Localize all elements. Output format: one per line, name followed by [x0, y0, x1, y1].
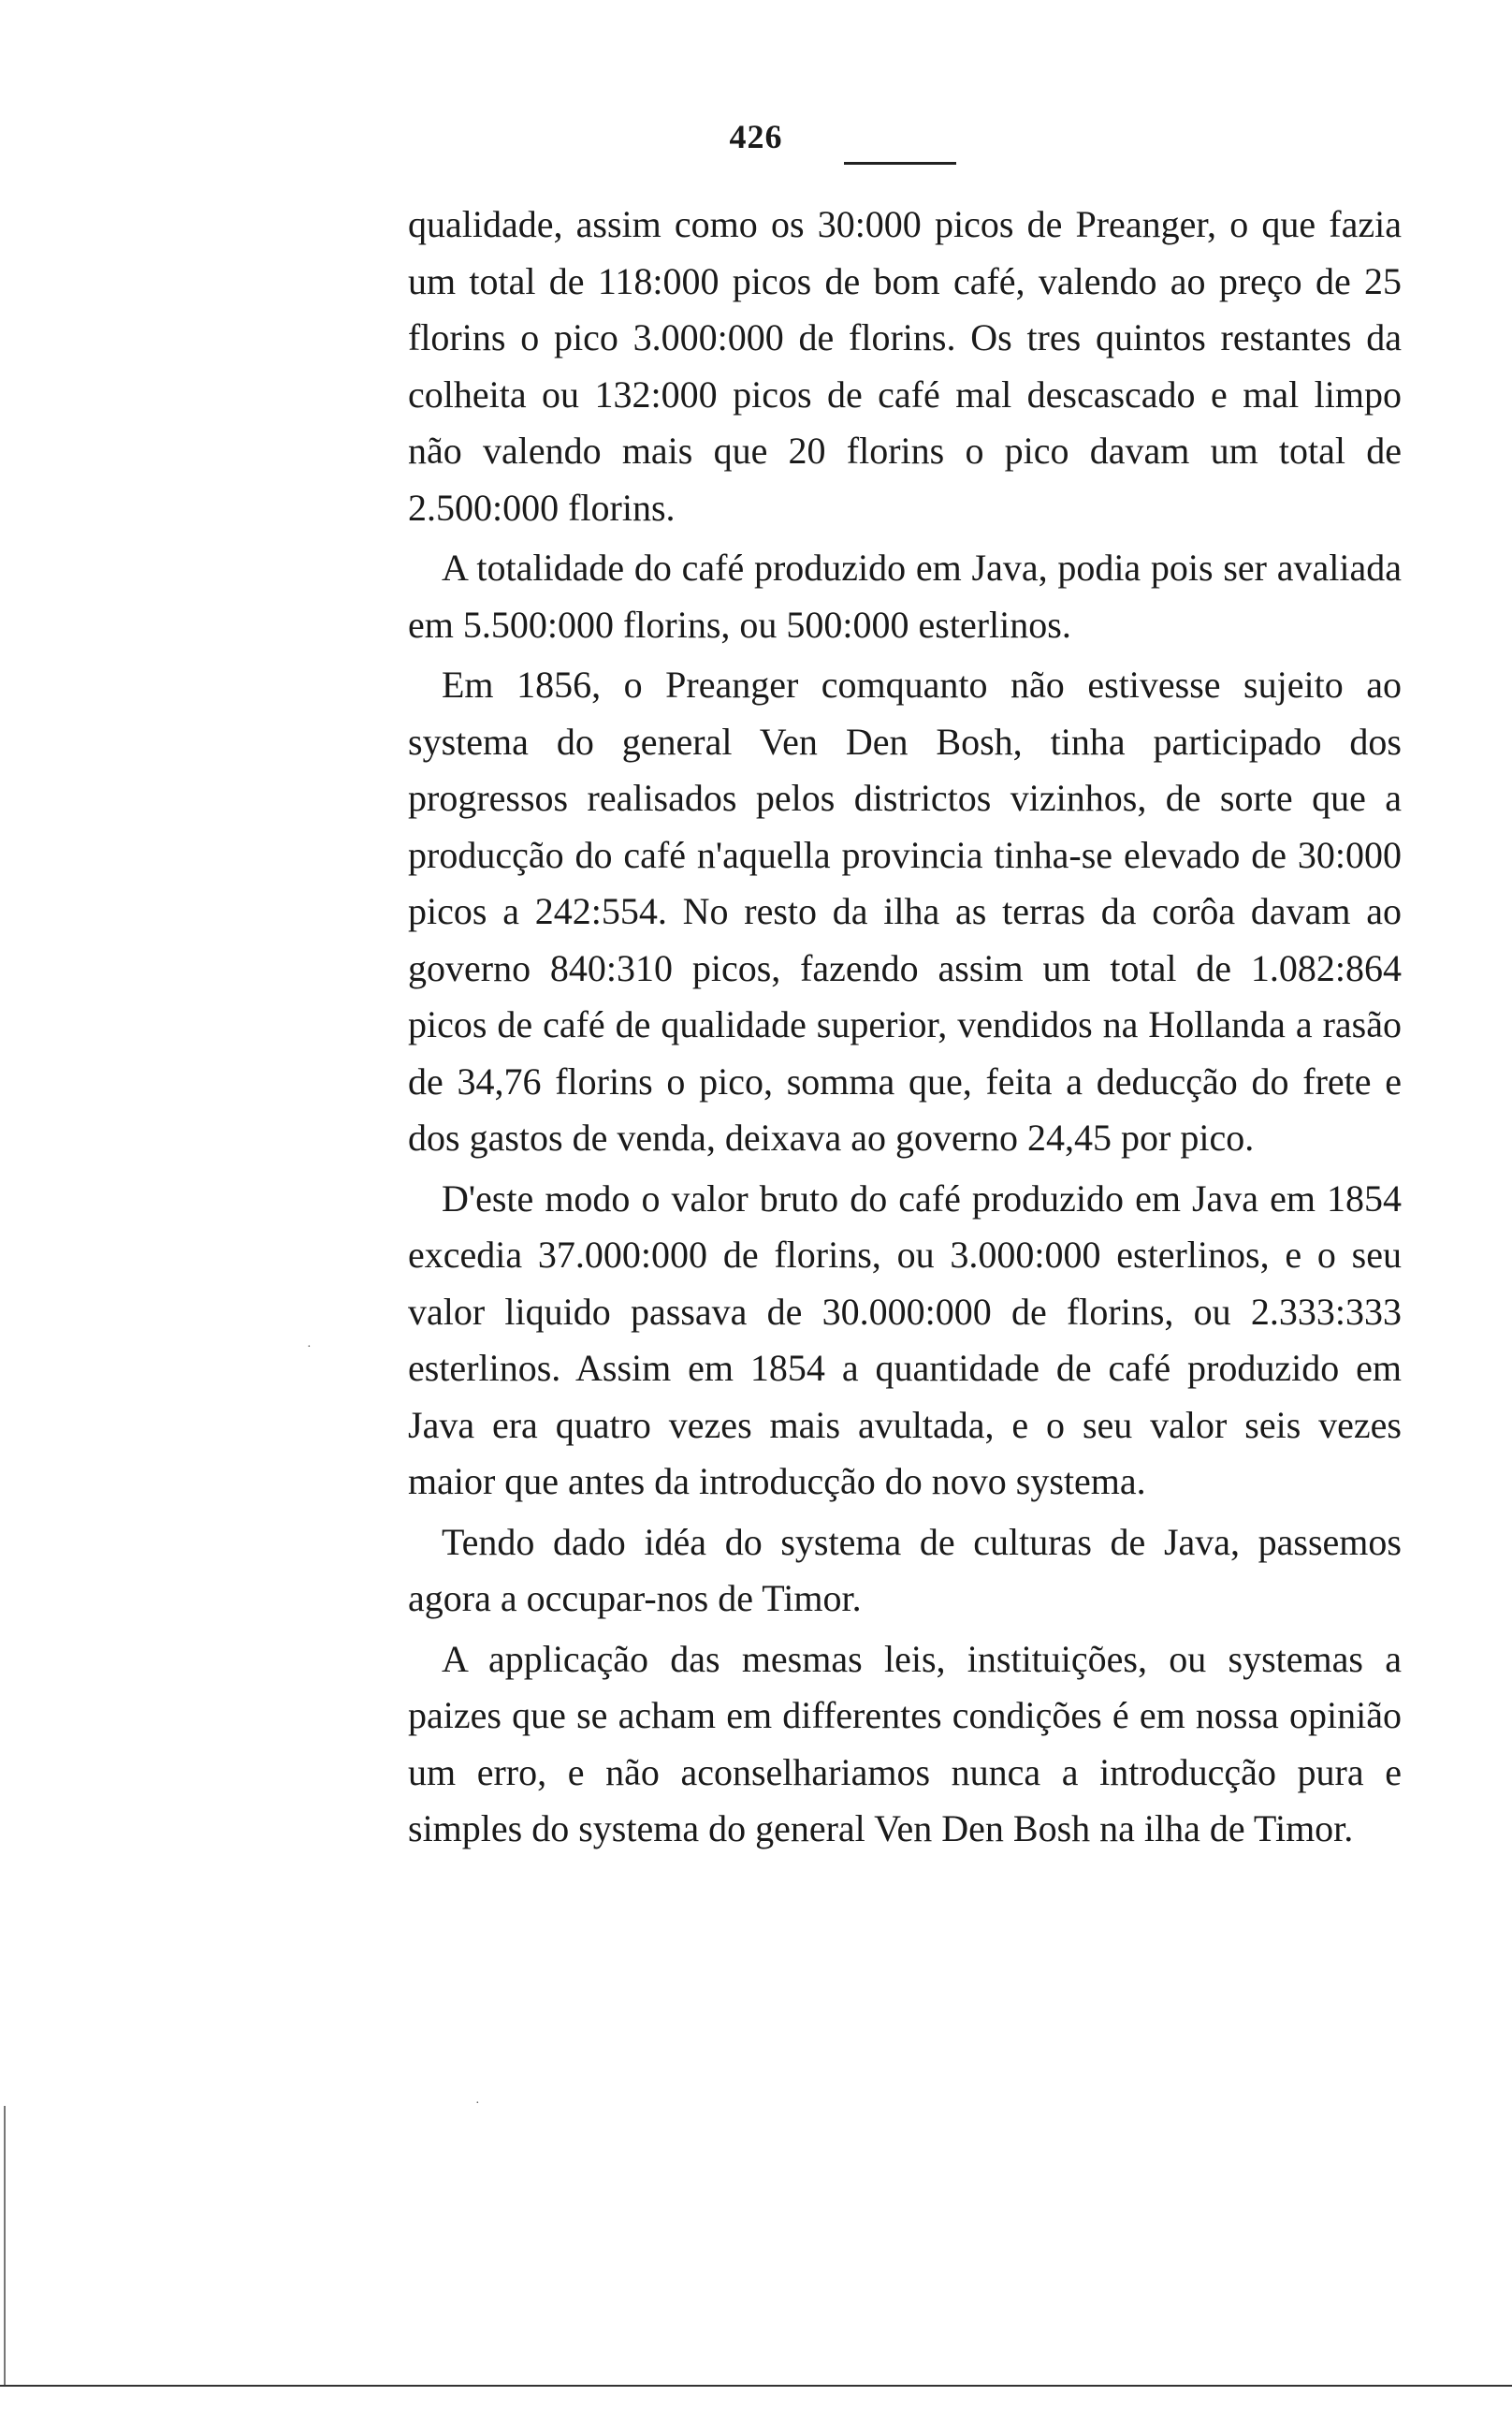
page-left-edge: [4, 2106, 6, 2387]
page-number-rule: [844, 162, 956, 165]
page-number: 426: [729, 118, 783, 155]
paragraph-5: Tendo dado idéa do systema de culturas de Java, passemos agora a occupar-nos de Timor.: [408, 1520, 1402, 1619]
margin-speck: ·: [307, 1340, 312, 1354]
page-bottom-edge: [0, 2385, 1512, 2387]
paragraph-4: D'este modo o valor bruto do café produzido em Java em 1854 excedia 37.000:000 de florins, ou 3.000:000 esterlinos, e o seu valor liquido passava de 30.000:000 de florins, ou 2.333:333 esterlinos. Assim em 1854 a quantidade de café produzido em Java era quatro vezes mais avultada, e o seu valor seis vezes maior que antes da introducção do novo systema.: [408, 1176, 1402, 1502]
paragraph-6: A applicação das mesmas leis, instituições, ou systemas a paizes que se acham em differentes condições é em nossa opinião um erro, e não aconselhariamos nunca a introducção pura e simples do systema do general Ven Den Bosh na ilha de Timor.: [408, 1637, 1402, 1849]
margin-speck: ·: [475, 2097, 480, 2111]
paragraph-1: qualidade, assim como os 30:000 picos de Preanger, o que fazia um total de 118:000 picos de bom café, valendo ao preço de 25 florins o pico 3.000:000 de florins. Os tres quintos restantes da colheita ou 132:000 picos de café mal descascado e mal limpo não valendo mais que 20 florins o pico davam um total de 2.500:000 florins.: [408, 203, 1402, 529]
paragraph-2: A totalidade do café produzido em Java, podia pois ser avaliada em 5.500:000 florins, ou 500:000 esterlinos.: [408, 547, 1402, 646]
paragraph-3: Em 1856, o Preanger comquanto não estivesse sujeito ao systema do general Ven Den Bosh, tinha participado dos progressos realisados pelos districtos vizinhos, de sorte que a producção do café n'aquella provincia tinha-se elevado de 30:000 picos a 242:554. No resto da ilha as terras da corôa davam ao governo 840:310 picos, fazendo assim um total de 1.082:864 picos de café de qualidade superior, vendidos na Hollanda a rasão de 34,76 florins o pico, somma que, feita a deducção do frete e dos gastos de venda, deixava ao governo 24,45 por pico.: [408, 664, 1402, 1159]
body-text: [408, 197, 1402, 1862]
